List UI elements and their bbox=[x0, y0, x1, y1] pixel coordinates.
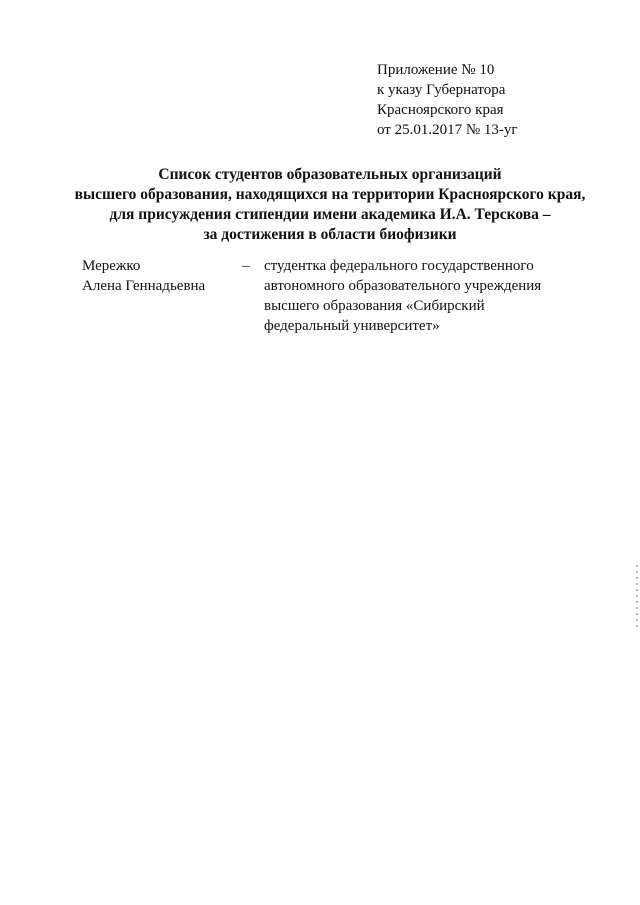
title-line: высшего образования, находящихся на территории Красноярского края, bbox=[74, 186, 586, 203]
entry-dash: – bbox=[242, 258, 250, 274]
description-line: студентка федерального государственного bbox=[264, 258, 534, 274]
student-description bbox=[264, 256, 564, 336]
student-given-names: Алена Геннадьевна bbox=[82, 278, 206, 294]
appendix-decree-ref: к указу Губернатора bbox=[377, 82, 506, 98]
document-title bbox=[40, 165, 620, 245]
description-line: высшего образования «Сибирский bbox=[264, 298, 485, 314]
appendix-region: Красноярского края bbox=[377, 102, 504, 118]
scan-edge-marks bbox=[636, 565, 638, 630]
appendix-header bbox=[377, 60, 617, 140]
title-line: Список студентов образовательных организаций bbox=[158, 166, 502, 183]
appendix-number: Приложение № 10 bbox=[377, 62, 495, 78]
appendix-date: от 25.01.2017 № 13-уг bbox=[377, 122, 518, 138]
title-line: для присуждения стипендии имени академика И.А. Терскова – bbox=[109, 206, 551, 223]
student-name bbox=[82, 256, 242, 296]
description-line: автономного образовательного учреждения bbox=[264, 278, 542, 294]
title-line: за достижения в области биофизики bbox=[203, 226, 457, 243]
student-surname: Мережко bbox=[82, 258, 141, 274]
description-line: федеральный университет» bbox=[264, 318, 440, 334]
